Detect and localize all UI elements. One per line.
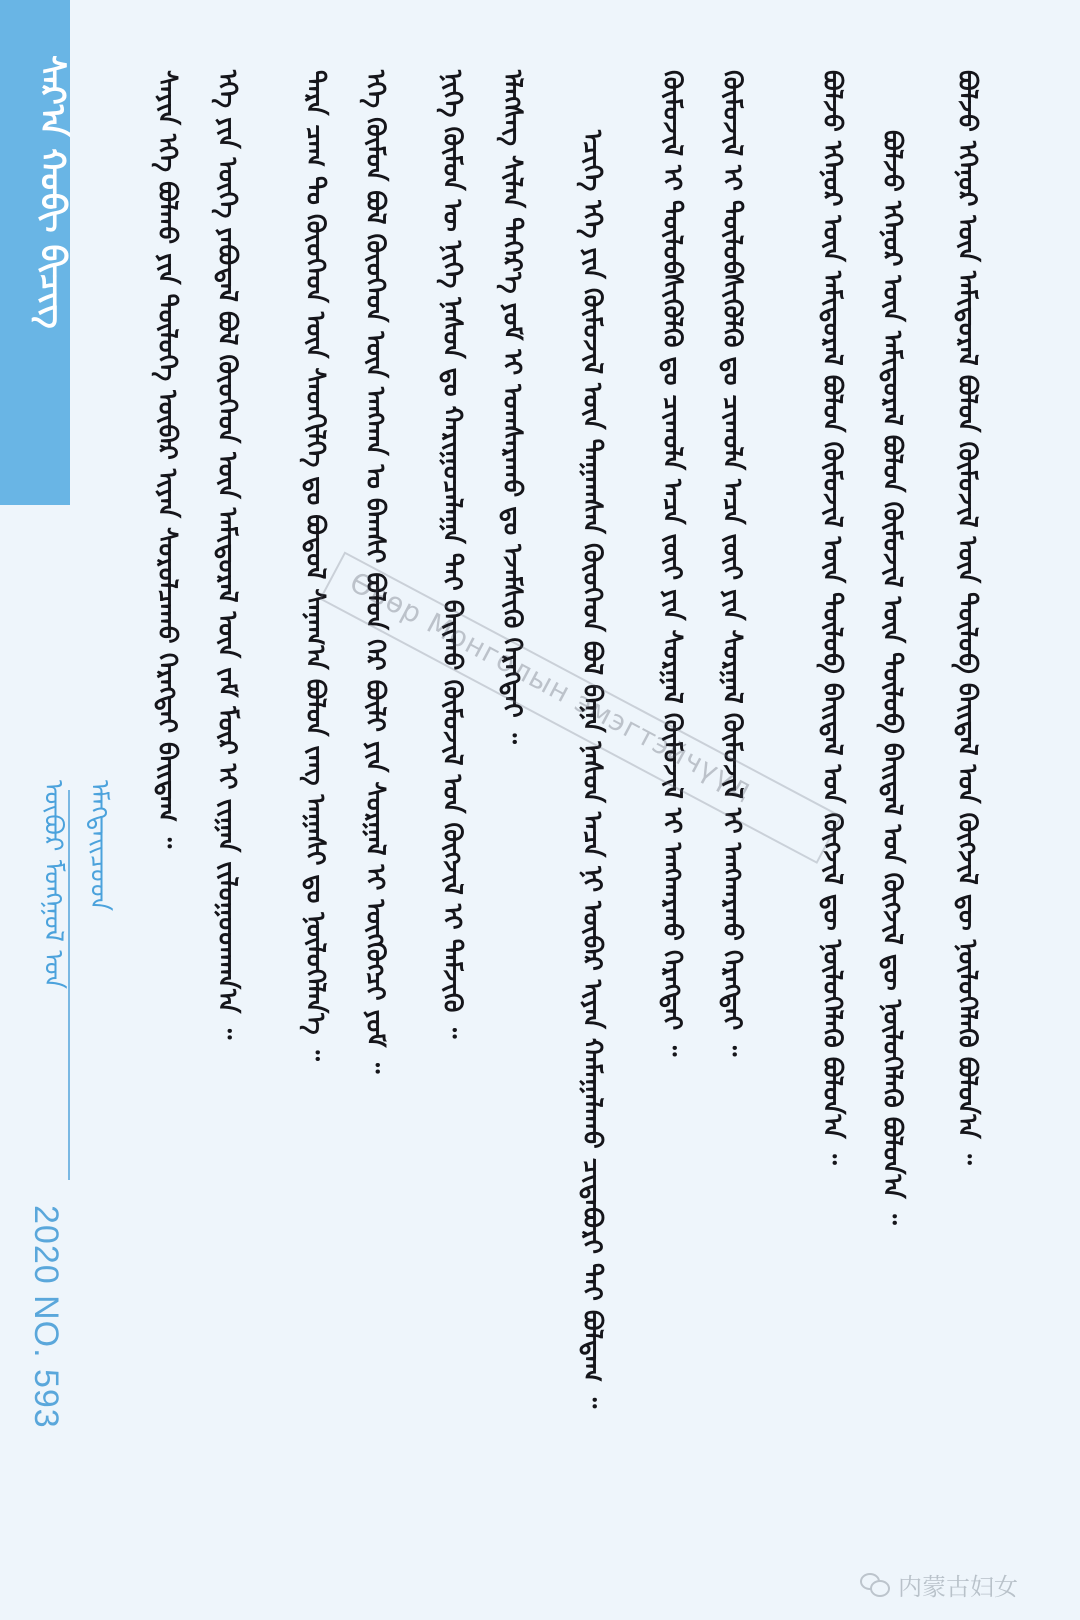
text-line: ᠬᠦᠮᠦᠵᠢᠯ ᠢ ᠲᠥᠯᠦᠪᠰᠢᠭᠦᠯᠬᠦ ᠳᠤ ᠴᠢᠬᠤᠯᠠ ᠠᠴᠠ ᠵᠦᠢ ᠶᠢᠨ ᠰᠤᠷᠭᠠᠯ ᠬᠦᠮᠦᠵᠢᠯ ᠢ ᠠᠩᠬᠠᠷᠬᠤ ᠬᠡᠷᠡᠭᠲᠡᠢ ᠃ — [717, 70, 747, 1057]
text-line: ᠪᠣᠯᠵᠤ ᠡᠬᠡᠨᠦᠷ ᠦᠨ ᠠᠮᠢᠳᠤᠷᠠᠯ ᠪᠣᠯᠤᠨ ᠬᠦᠮᠦᠵᠢᠯ ᠦᠨ ᠲᠥᠯᠦᠪ ᠪᠠᠢᠳᠠᠯ ᠤᠨ ᠬᠥᠭᠵᠢᠯ ᠳᠦ ᠨᠥᠯᠦᠭᠡᠯᠡᠬᠦ ᠪᠣᠯᠤᠨ᠎ᠠ ᠃ — [952, 70, 982, 1165]
text-line: ᠡᠬᠡ ᠬᠦᠮᠦᠨ ᠪᠣᠯ ᠬᠦᠦᠬᠡᠳ ᠦᠨ ᠠᠩᠬᠠᠨ ᠤ ᠪᠠᠭᠰᠢ ᠪᠣᠯᠤᠨ ᠭᠡᠷ ᠪᠦᠯᠢ ᠶᠢᠨ ᠰᠤᠷᠭᠠᠯ ᠢ ᠥᠭᠭᠦᠭᠴᠢ ᠶᠤᠮ ᠃ — [360, 70, 390, 1074]
text-line: ᠡᠯᠡᠭᠰᠡᠭ ᠰᠢᠯᠡᠨ ᠳᠡᠭᠡᠷ᠎ᠡ ᠶᠤᠮ ᠢ ᠤᠭᠰᠠᠷᠠᠬᠤ ᠳᠤ ᠡᠵᠡᠮᠰᠢᠬᠦ ᠬᠡᠷᠡᠭᠲᠡᠢ ᠃ — [497, 70, 527, 744]
journal-name: ᠥᠪᠥᠷ ᠮᠣᠩᠭᠣᠯ ᠤᠨ ᠡᠮᠡᠭᠲᠡᠢᠴᠦᠳ — [38, 780, 114, 990]
header-band — [0, 0, 70, 505]
source-watermark — [860, 1567, 1060, 1601]
text-line: ᠪᠣᠯᠵᠤ ᠡᠬᠡᠨᠦᠷ ᠦᠨ ᠠᠮᠢᠳᠤᠷᠠᠯ ᠪᠣᠯᠤᠨ ᠬᠦᠮᠦᠵᠢᠯ ᠦᠨ ᠲᠥᠯᠦᠪ ᠪᠠᠢᠳᠠᠯ ᠤᠨ ᠬᠥᠭᠵᠢᠯ ᠳᠦ ᠨᠥᠯᠦᠭᠡᠯᠡᠬᠦ ᠪᠣᠯᠤᠨ᠎ᠠ ᠃ — [877, 130, 907, 1225]
text-line: ᠰᠠᠶᠢᠨ ᠡᠬᠡ ᠪᠣᠯᠬᠤ ᠶᠢᠨ ᠲᠥᠯᠦᠭᠡ ᠥᠪᠡᠷ ᠢᠶᠡᠨ ᠰᠤᠷᠤᠯᠴᠠᠬᠤ ᠬᠡᠷᠡᠭᠲᠡᠢ ᠪᠠᠢᠳᠠᠭ ᠃ — [152, 70, 182, 849]
text-line: ᠬᠦᠮᠦᠵᠢᠯ ᠢ ᠲᠥᠯᠦᠪᠰᠢᠭᠦᠯᠬᠦ ᠳᠤ ᠴᠢᠬᠤᠯᠠ ᠠᠴᠠ ᠵᠦᠢ ᠶᠢᠨ ᠰᠤᠷᠭᠠᠯ ᠬᠦᠮᠦᠵᠢᠯ ᠢ ᠠᠩᠬᠠᠷᠬᠤ ᠬᠡᠷᠡᠭᠲᠡᠢ ᠃ — [657, 70, 687, 1057]
text-line: ᠲᠡᠷᠡ ᠴᠠᠭ ᠲᠤ ᠬᠦᠦᠬᠡᠳ ᠦᠨ ᠰᠡᠳᠬᠢᠯᠭᠡ ᠳᠤ ᠪᠣᠳᠤᠯ ᠰᠠᠨᠠᠭ᠎ᠠ ᠪᠣᠯᠤᠨ ᠵᠠᠩ ᠠᠭᠠᠰᠢ ᠳᠤ ᠨᠥᠯᠦᠭᠡᠯᠡᠨ᠎ᠡ ᠃ — [300, 70, 330, 1061]
text-line: ᠨᠢᠭᠡ ᠬᠦᠮᠦᠨ ᠦ ᠨᠢᠭᠡ ᠨᠠᠰᠤᠨ ᠳᠤ ᠬᠠᠷᠢᠭᠤᠴᠠᠯᠠᠭᠠ ᠲᠠᠢ ᠪᠠᠢᠬᠤ ᠬᠦᠮᠦᠵᠢᠯ ᠤᠨ ᠬᠥᠭᠵᠢᠯ ᠢ ᠳᠡᠮᠵᠢᠬᠦ ᠃ — [437, 70, 467, 1039]
text-line: ᠪᠣᠯᠵᠤ ᠡᠬᠡᠨᠦᠷ ᠦᠨ ᠠᠮᠢᠳᠤᠷᠠᠯ ᠪᠣᠯᠤᠨ ᠬᠦᠮᠦᠵᠢᠯ ᠦᠨ ᠲᠥᠯᠦᠪ ᠪᠠᠢᠳᠠᠯ ᠤᠨ ᠬᠥᠭᠵᠢᠯ ᠳᠦ ᠨᠥᠯᠦᠭᠡᠯᠡᠬᠦ ᠪᠣᠯᠤᠨ᠎ᠠ ᠃ — [817, 70, 847, 1165]
issue-number: 2020 NO. 593 — [27, 1205, 65, 1429]
stamp-text: Өвөр Монголын эмэгтэйчүүд — [344, 565, 759, 807]
section-title: ᠰᠠᠷ᠎ᠠ ᠬᠤᠪᠢ ᠪᠢᠴᠢᠭ — [32, 55, 72, 329]
footer-divider — [68, 790, 70, 1180]
text-line: ᠡᠴᠢᠭᠡ ᠡᠬᠡ ᠶᠢᠨ ᠬᠦᠮᠦᠵᠢᠯ ᠦᠨ ᠳᠠᠭᠠᠭᠰᠠᠨ ᠬᠦᠦᠬᠡᠳ ᠪᠣᠯ ᠪᠠᠭᠠ ᠨᠠᠰᠤᠨ ᠠᠴᠠ ᠨᠢ ᠥᠪᠡᠷ ᠢᠶᠡᠨ ᠬᠠᠮᠠᠭᠠᠯᠠᠬᠤ ᠴᠢᠳᠠᠪᠤᠷᠢ ᠲᠠᠢ ᠪᠣᠯᠳᠠᠭ ᠃ — [577, 130, 607, 1409]
text-line: ᠡᠬᠡ ᠶᠢᠨ ᠦᠭᠡ ᠶᠠᠪᠤᠳᠠᠯ ᠪᠣᠯ ᠬᠦᠦᠬᠡᠳ ᠦᠨ ᠠᠮᠢᠳᠤᠷᠠᠯ ᠦᠨ ᠵᠠᠮ ᠮᠥᠷ ᠢ ᠵᠢᠭᠠᠨ ᠵᠢᠯᠤᠭᠤᠳᠬᠠᠨ᠎ᠠ ᠃ — [212, 70, 242, 1040]
watermark-text: 内蒙古妇女 — [898, 1572, 1018, 1601]
wechat-icon — [860, 1571, 890, 1597]
